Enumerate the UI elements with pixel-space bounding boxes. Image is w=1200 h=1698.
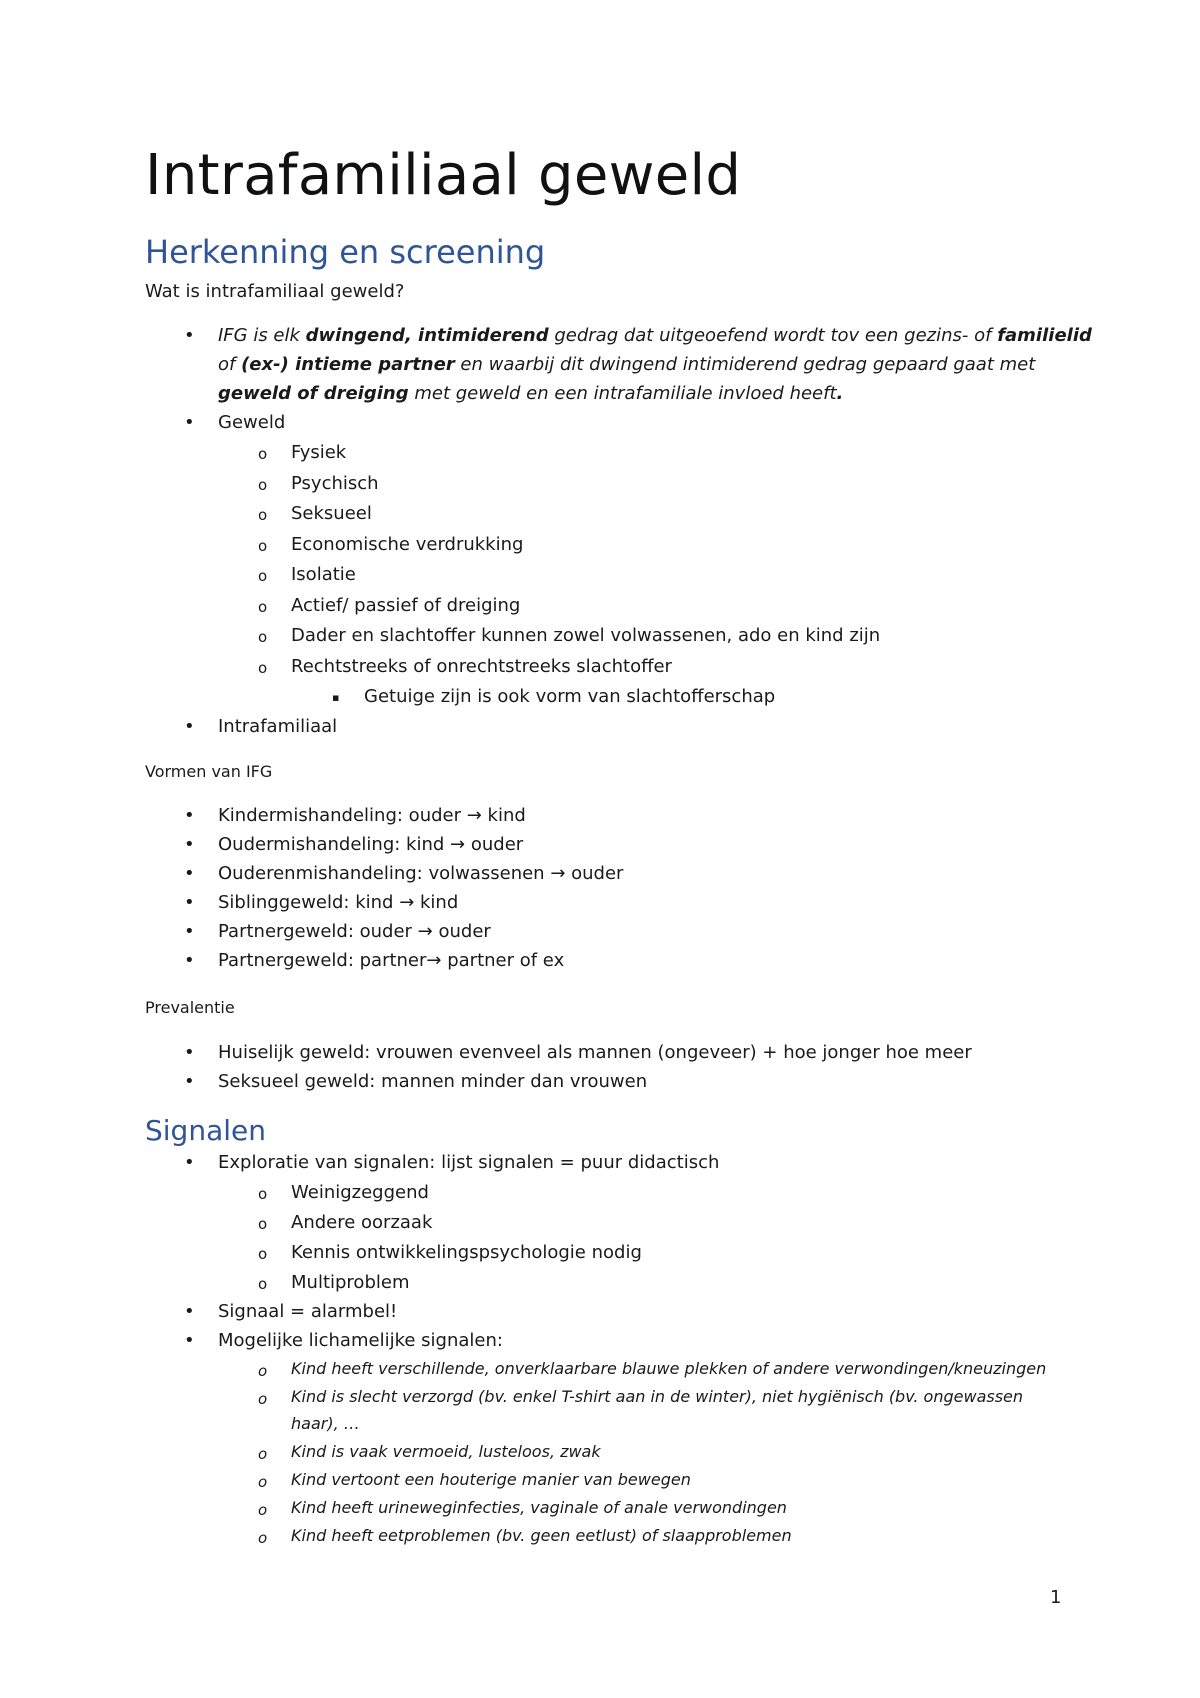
list-item: Kind is slecht verzorgd (bv. enkel T-shirt aan in de winter), niet hygiënisch (bv. ongewassen	[291, 1387, 1024, 1406]
bullet-dot: •	[184, 863, 195, 884]
bullet-circle: o	[258, 1501, 268, 1519]
bullet-dot: •	[184, 892, 195, 913]
bullet-dot: •	[184, 921, 195, 942]
bullet-circle: o	[258, 1529, 268, 1547]
bullet-circle: o	[258, 1215, 268, 1233]
arrow-right-icon: →	[417, 921, 433, 942]
list-item	[218, 919, 491, 945]
list-item: Dader en slachtoffer kunnen zowel volwassenen, ado en kind zijn	[291, 625, 881, 646]
list-item-text: Siblinggeweld: kind	[218, 892, 400, 913]
list-item: Kind is vaak vermoeid, lusteloos, zwak	[291, 1442, 601, 1461]
list-item-lichamelijk: Mogelijke lichamelijke signalen:	[218, 1330, 503, 1351]
list-item	[218, 803, 526, 829]
list-item-text: ouder	[565, 863, 624, 884]
list-item: Kind heeft urineweginfecties, vaginale of anale verwondingen	[291, 1498, 787, 1517]
bullet-dot: •	[184, 1301, 195, 1322]
arrow-right-icon: →	[450, 834, 466, 855]
definition-line-2	[218, 352, 1035, 378]
list-item-text: kind	[414, 892, 459, 913]
subheading-prevalentie: Prevalentie	[145, 998, 235, 1017]
list-item-exploratie: Exploratie van signalen: lijst signalen = puur didactisch	[218, 1152, 720, 1173]
definition-text: of	[218, 354, 242, 375]
definition-text: IFG is elk	[218, 325, 306, 346]
bullet-circle: o	[258, 1390, 268, 1408]
bullet-circle: o	[258, 1445, 268, 1463]
list-item-text: Kindermishandeling: ouder	[218, 805, 467, 826]
document-title: Intrafamiliaal geweld	[145, 143, 742, 208]
bullet-circle: o	[258, 659, 268, 677]
definition-line-3	[218, 381, 843, 407]
bullet-circle: o	[258, 1245, 268, 1263]
definition-text: met geweld en een intrafamiliale invloed heeft	[408, 383, 837, 404]
list-item: Psychisch	[291, 473, 379, 494]
bullet-circle: o	[258, 445, 268, 463]
bullet-dot: •	[184, 412, 195, 433]
bullet-square: ▪	[332, 691, 340, 704]
page-number: 1	[1050, 1587, 1062, 1608]
list-item-text: Partnergeweld: partner	[218, 950, 427, 971]
list-item: Economische verdrukking	[291, 534, 524, 555]
list-item	[218, 890, 458, 916]
list-item-geweld: Geweld	[218, 412, 286, 433]
list-item-text: Oudermishandeling: kind	[218, 834, 451, 855]
arrow-right-icon: →	[399, 892, 415, 913]
list-item-text: kind	[481, 805, 526, 826]
bullet-dot: •	[184, 716, 195, 737]
definition-bold: dwingend, intimiderend	[305, 325, 549, 346]
bullet-dot: •	[184, 1330, 195, 1351]
list-item: Kennis ontwikkelingspsychologie nodig	[291, 1242, 642, 1263]
bullet-circle: o	[258, 628, 268, 646]
arrow-right-icon: →	[426, 950, 442, 971]
list-item: Weinigzeggend	[291, 1182, 429, 1203]
list-item-text: Ouderenmishandeling: volwassenen	[218, 863, 551, 884]
bullet-dot: •	[184, 805, 195, 826]
list-item-sub: Getuige zijn is ook vorm van slachtofferschap	[364, 686, 776, 707]
bullet-dot: •	[184, 325, 195, 346]
list-item	[218, 948, 564, 974]
section-heading-herkenning: Herkenning en screening	[145, 233, 546, 271]
bullet-dot: •	[184, 1071, 195, 1092]
definition-line-1	[218, 323, 1092, 349]
list-item	[218, 861, 623, 887]
list-item: Kind vertoont een houterige manier van bewegen	[291, 1470, 691, 1489]
bullet-dot: •	[184, 1152, 195, 1173]
list-item-text: partner of ex	[441, 950, 565, 971]
list-item: Andere oorzaak	[291, 1212, 433, 1233]
list-item-text: ouder	[465, 834, 524, 855]
list-item-text: ouder	[432, 921, 491, 942]
subheading-wat-is: Wat is intrafamiliaal geweld?	[145, 281, 405, 302]
list-item: Seksueel	[291, 503, 372, 524]
list-item: Rechtstreeks of onrechtstreeks slachtoffer	[291, 656, 672, 677]
bullet-circle: o	[258, 1473, 268, 1491]
bullet-circle: o	[258, 506, 268, 524]
arrow-right-icon: →	[550, 863, 566, 884]
definition-bold: geweld of dreiging	[218, 383, 409, 404]
list-item-intrafamiliaal: Intrafamiliaal	[218, 716, 338, 737]
definition-bold: familielid	[997, 325, 1092, 346]
bullet-dot: •	[184, 1042, 195, 1063]
bullet-circle: o	[258, 1275, 268, 1293]
list-item: Huiselijk geweld: vrouwen evenveel als mannen (ongeveer) + hoe jonger hoe meer	[218, 1042, 972, 1063]
list-item: Kind heeft verschillende, onverklaarbare blauwe plekken of andere verwondingen/kneuzingen	[291, 1359, 1047, 1378]
bullet-circle: o	[258, 598, 268, 616]
definition-bold: (ex-) intieme partner	[241, 354, 455, 375]
list-item-continuation: haar), …	[291, 1414, 360, 1433]
bullet-circle: o	[258, 476, 268, 494]
section-heading-signalen: Signalen	[145, 1114, 266, 1147]
list-item: Fysiek	[291, 442, 347, 463]
list-item: Kind heeft eetproblemen (bv. geen eetlust) of slaapproblemen	[291, 1526, 792, 1545]
bullet-dot: •	[184, 834, 195, 855]
list-item: Seksueel geweld: mannen minder dan vrouwen	[218, 1071, 648, 1092]
definition-text: gedrag dat uitgeoefend wordt tov een gezins- of	[548, 325, 998, 346]
subheading-vormen: Vormen van IFG	[145, 762, 273, 781]
arrow-right-icon: →	[466, 805, 482, 826]
list-item: Multiproblem	[291, 1272, 410, 1293]
bullet-circle: o	[258, 567, 268, 585]
list-item-text: Partnergeweld: ouder	[218, 921, 418, 942]
definition-bold: .	[836, 383, 844, 404]
bullet-circle: o	[258, 1185, 268, 1203]
bullet-dot: •	[184, 950, 195, 971]
list-item-signaal: Signaal = alarmbel!	[218, 1301, 398, 1322]
definition-text: en waarbij dit dwingend intimiderend gedrag gepaard gaat met	[454, 354, 1036, 375]
bullet-circle: o	[258, 1362, 268, 1380]
bullet-circle: o	[258, 537, 268, 555]
list-item: Isolatie	[291, 564, 356, 585]
list-item: Actief/ passief of dreiging	[291, 595, 521, 616]
list-item	[218, 832, 523, 858]
